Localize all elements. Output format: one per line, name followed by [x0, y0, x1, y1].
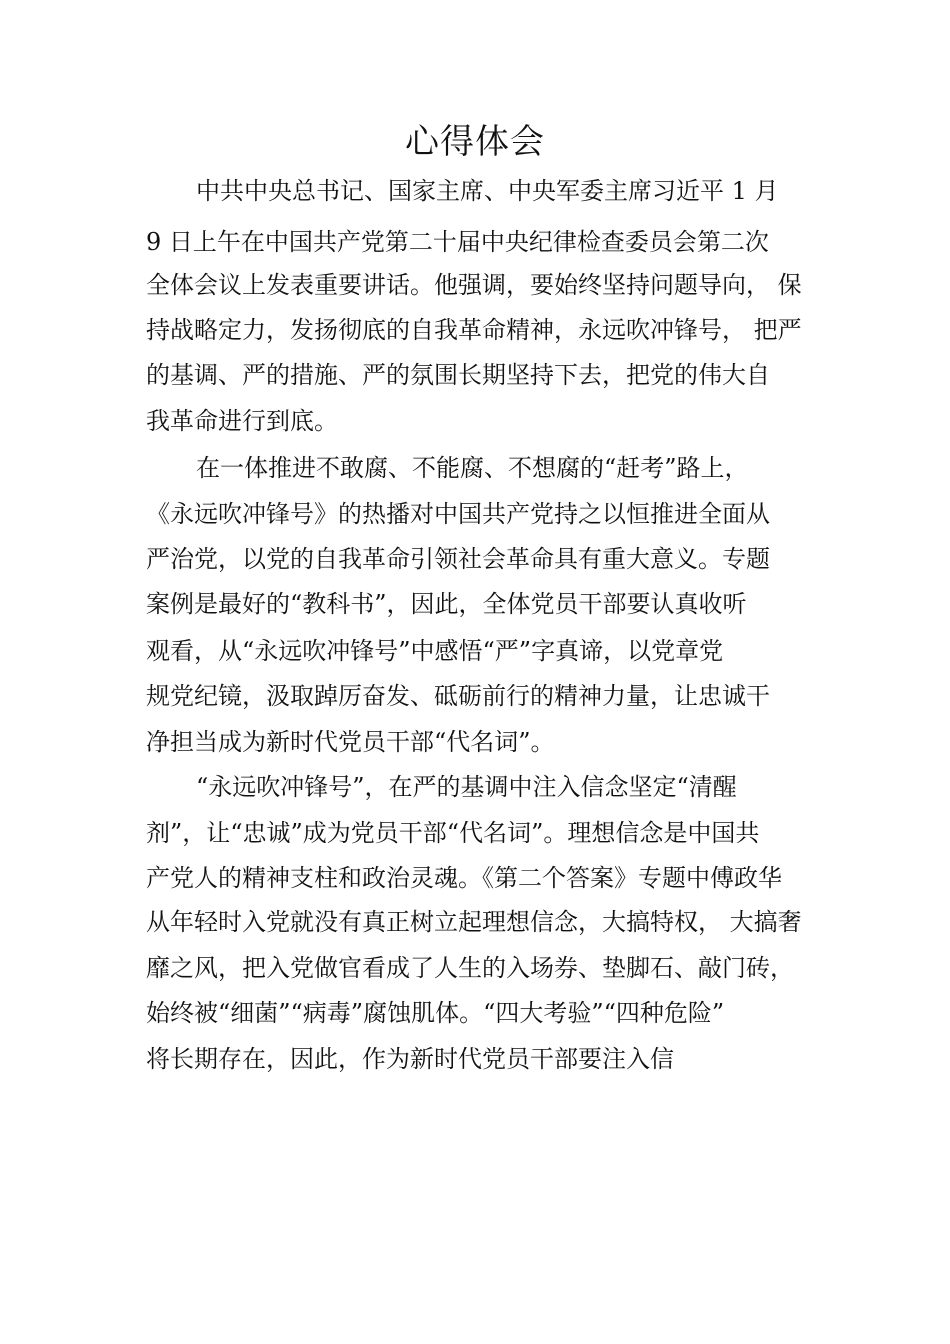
paragraph-3-line-2: 剂”，让“忠诚”成为党员干部“代名词”。理想信念是中国共 — [146, 819, 760, 847]
paragraph-2-line-3: 严治党，以党的自我革命引领社会革命具有重大意义。专题 — [146, 545, 770, 573]
paragraph-1-line-2: 9 日上午在中国共产党第二十届中央纪律检查委员会第二次 — [146, 228, 769, 256]
paragraph-2-line-1: 在一体推进不敢腐、不能腐、不想腐的“赶考”路上， — [196, 454, 749, 482]
paragraph-1-line-1: 中共中央总书记、国家主席、中央军委主席习近平 1 月 — [196, 177, 779, 205]
paragraph-1-line-5: 的基调、严的措施、严的氛围长期坚持下去，把党的伟大自 — [146, 361, 770, 389]
paragraph-3-line-1: “永远吹冲锋号”，在严的基调中注入信念坚定“清醒 — [196, 773, 737, 801]
paragraph-1-line-6: 我革命进行到底。 — [146, 407, 338, 435]
paragraph-3-line-6: 始终被“细菌”“病毒”腐蚀肌体。“四大考验”“四种危险” — [146, 999, 725, 1027]
paragraph-3-line-5: 靡之风，把入党做官看成了人生的入场券、垫脚石、敲门砖， — [146, 954, 794, 982]
paragraph-2-line-5: 观看，从“永远吹冲锋号”中感悟“严”字真谛，以党章党 — [146, 637, 724, 665]
paragraph-1-line-4: 持战略定力，发扬彻底的自我革命精神，永远吹冲锋号， 把严 — [146, 316, 802, 344]
paragraph-1-line-3: 全体会议上发表重要讲话。他强调，要始终坚持问题导向， 保 — [146, 271, 802, 299]
paragraph-2-line-2: 《永远吹冲锋号》的热播对中国共产党持之以恒推进全面从 — [146, 500, 770, 528]
paragraph-3-line-4: 从年轻时入党就没有真正树立起理想信念，大搞特权， 大搞奢 — [146, 908, 802, 936]
paragraph-2-line-7: 净担当成为新时代党员干部“代名词”。 — [146, 728, 555, 756]
paragraph-3-line-7: 将长期存在，因此，作为新时代党员干部要注入信 — [146, 1045, 674, 1073]
paragraph-2-line-4: 案例是最好的“教科书”，因此，全体党员干部要认真收听 — [146, 590, 747, 618]
document-title: 心得体会 — [405, 122, 545, 162]
paragraph-2-line-6: 规党纪镜，汲取踔厉奋发、砥砺前行的精神力量，让忠诚干 — [146, 682, 770, 710]
paragraph-3-line-3: 产党人的精神支柱和政治灵魂。《第二个答案》专题中傅政华 — [146, 864, 782, 892]
